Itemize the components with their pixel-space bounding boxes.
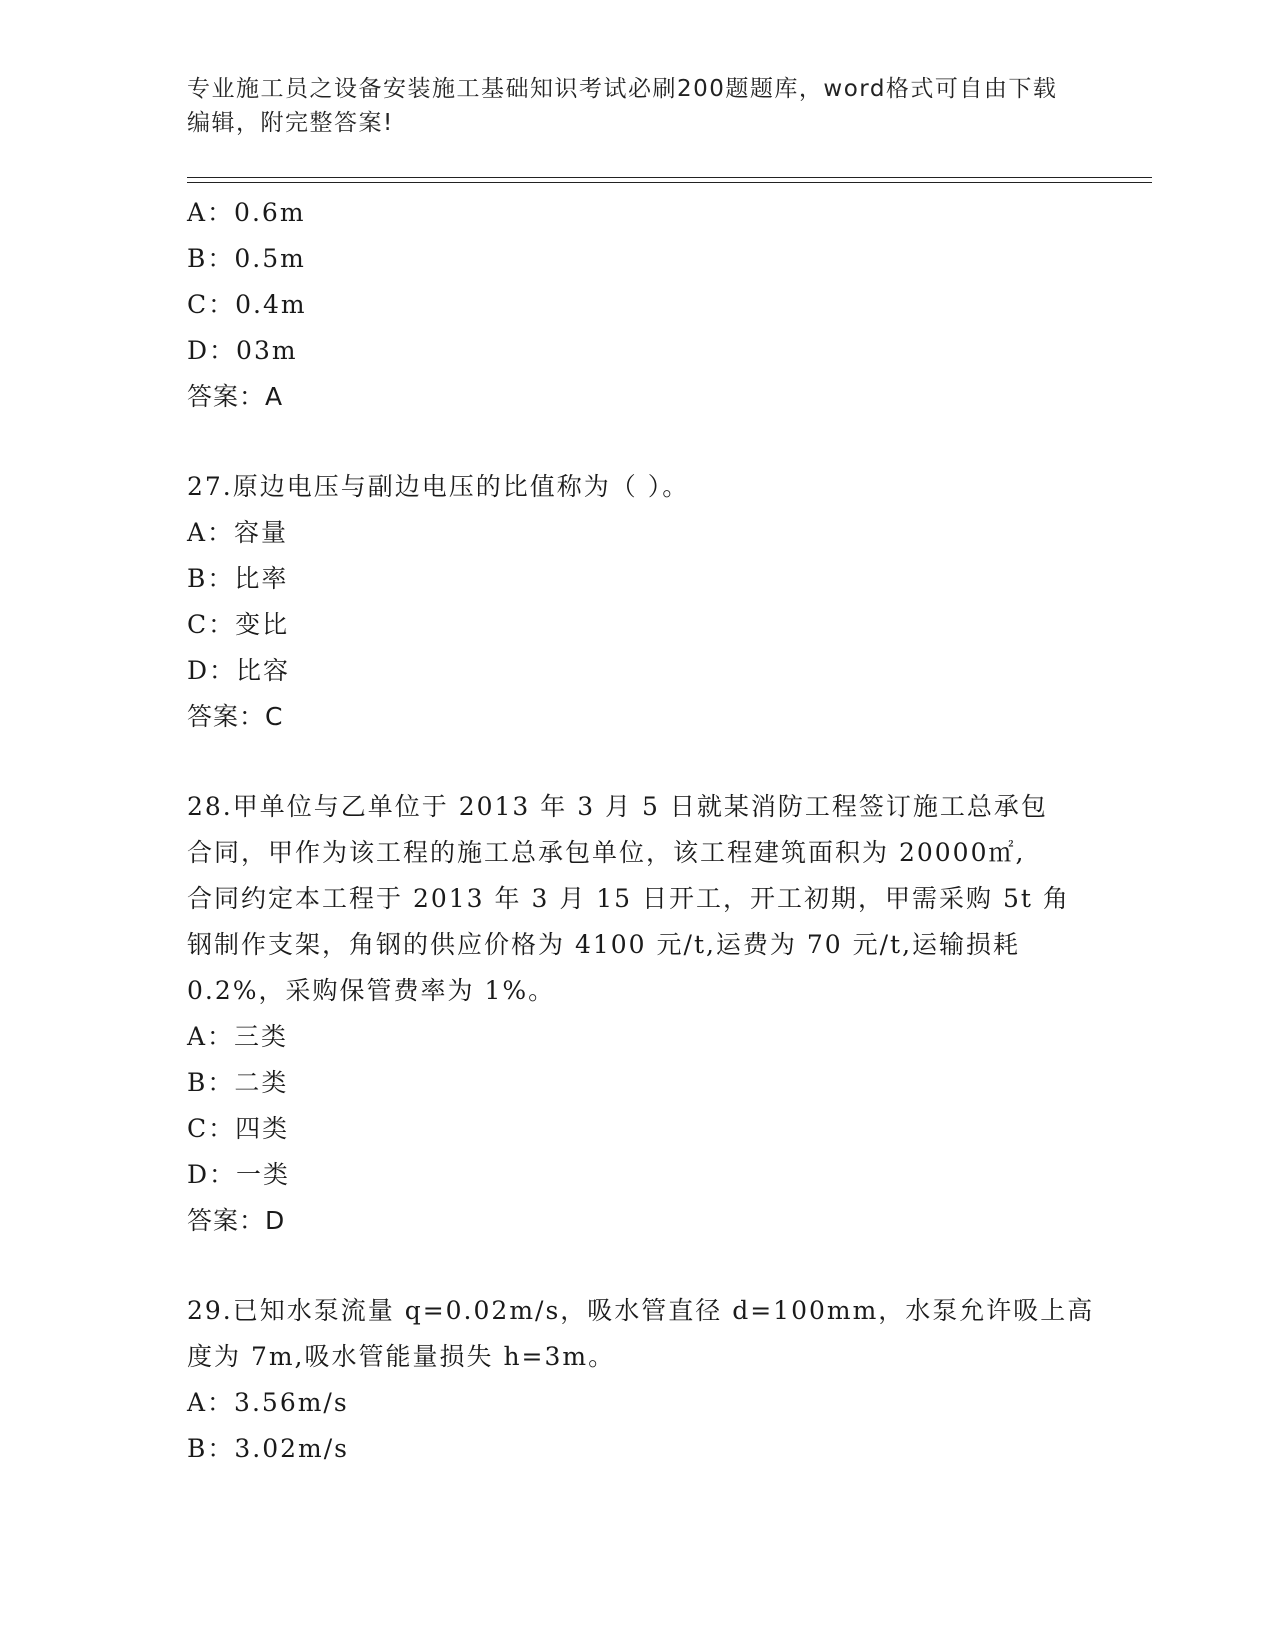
option-b: B：0.5m xyxy=(187,244,306,273)
option-a: A：三类 xyxy=(187,1022,289,1051)
option-b: B：二类 xyxy=(187,1068,289,1097)
question-text-line: 钢制作支架，角钢的供应价格为 4100 元/t,运费为 70 元/t,运输损耗 xyxy=(187,930,1021,959)
question-text-line: 度为 7m,吸水管能量损失 h=3m。 xyxy=(187,1342,616,1371)
question-gap xyxy=(187,1244,1087,1288)
option-b: B：3.02m/s xyxy=(187,1434,349,1463)
question-text xyxy=(187,784,1087,1014)
option-c: C：四类 xyxy=(187,1114,290,1143)
document-header xyxy=(187,72,1067,140)
option-c: C：变比 xyxy=(187,610,290,639)
answer-line: 答案：D xyxy=(187,1206,286,1235)
question-28-block xyxy=(187,784,1087,1244)
question-text: 27.原边电压与副边电压的比值称为（ ）。 xyxy=(187,472,690,501)
question-text-line: 28.甲单位与乙单位于 2013 年 3 月 5 日就某消防工程签订施工总承包 xyxy=(187,792,1048,821)
question-text-line: 合同约定本工程于 2013 年 3 月 15 日开工，开工初期，甲需采购 5t 角 xyxy=(187,884,1070,913)
header-divider-bottom xyxy=(187,182,1152,183)
question-27-block xyxy=(187,464,1087,740)
option-a: A：0.6m xyxy=(187,198,306,227)
option-a: A：3.56m/s xyxy=(187,1388,349,1417)
option-d: D：比容 xyxy=(187,656,291,685)
header-title-line-2: 编辑，附完整答案! xyxy=(187,110,394,136)
answer-line: 答案：C xyxy=(187,702,284,731)
question-text-line: 0.2%，采购保管费率为 1%。 xyxy=(187,976,556,1005)
question-29-block xyxy=(187,1288,1095,1472)
question-26-block xyxy=(187,190,1087,420)
option-a: A：容量 xyxy=(187,518,289,547)
option-c: C：0.4m xyxy=(187,290,307,319)
question-content xyxy=(187,190,1095,1472)
option-d: D：03m xyxy=(187,336,298,365)
answer-line: 答案：A xyxy=(187,382,284,411)
header-title-line-1: 专业施工员之设备安装施工基础知识考试必刷200题题库，word格式可自由下载 xyxy=(187,76,1058,102)
question-gap xyxy=(187,740,1087,784)
question-text-line: 合同，甲作为该工程的施工总承包单位，该工程建筑面积为 20000㎡, xyxy=(187,838,1026,867)
option-d: D：一类 xyxy=(187,1160,291,1189)
option-b: B：比率 xyxy=(187,564,289,593)
question-text-line: 29.已知水泵流量 q=0.02m/s，吸水管直径 d=100mm，水泵允许吸上高 xyxy=(187,1296,1095,1325)
question-text xyxy=(187,1288,1095,1380)
question-gap xyxy=(187,420,1087,464)
header-divider-top xyxy=(187,177,1152,178)
